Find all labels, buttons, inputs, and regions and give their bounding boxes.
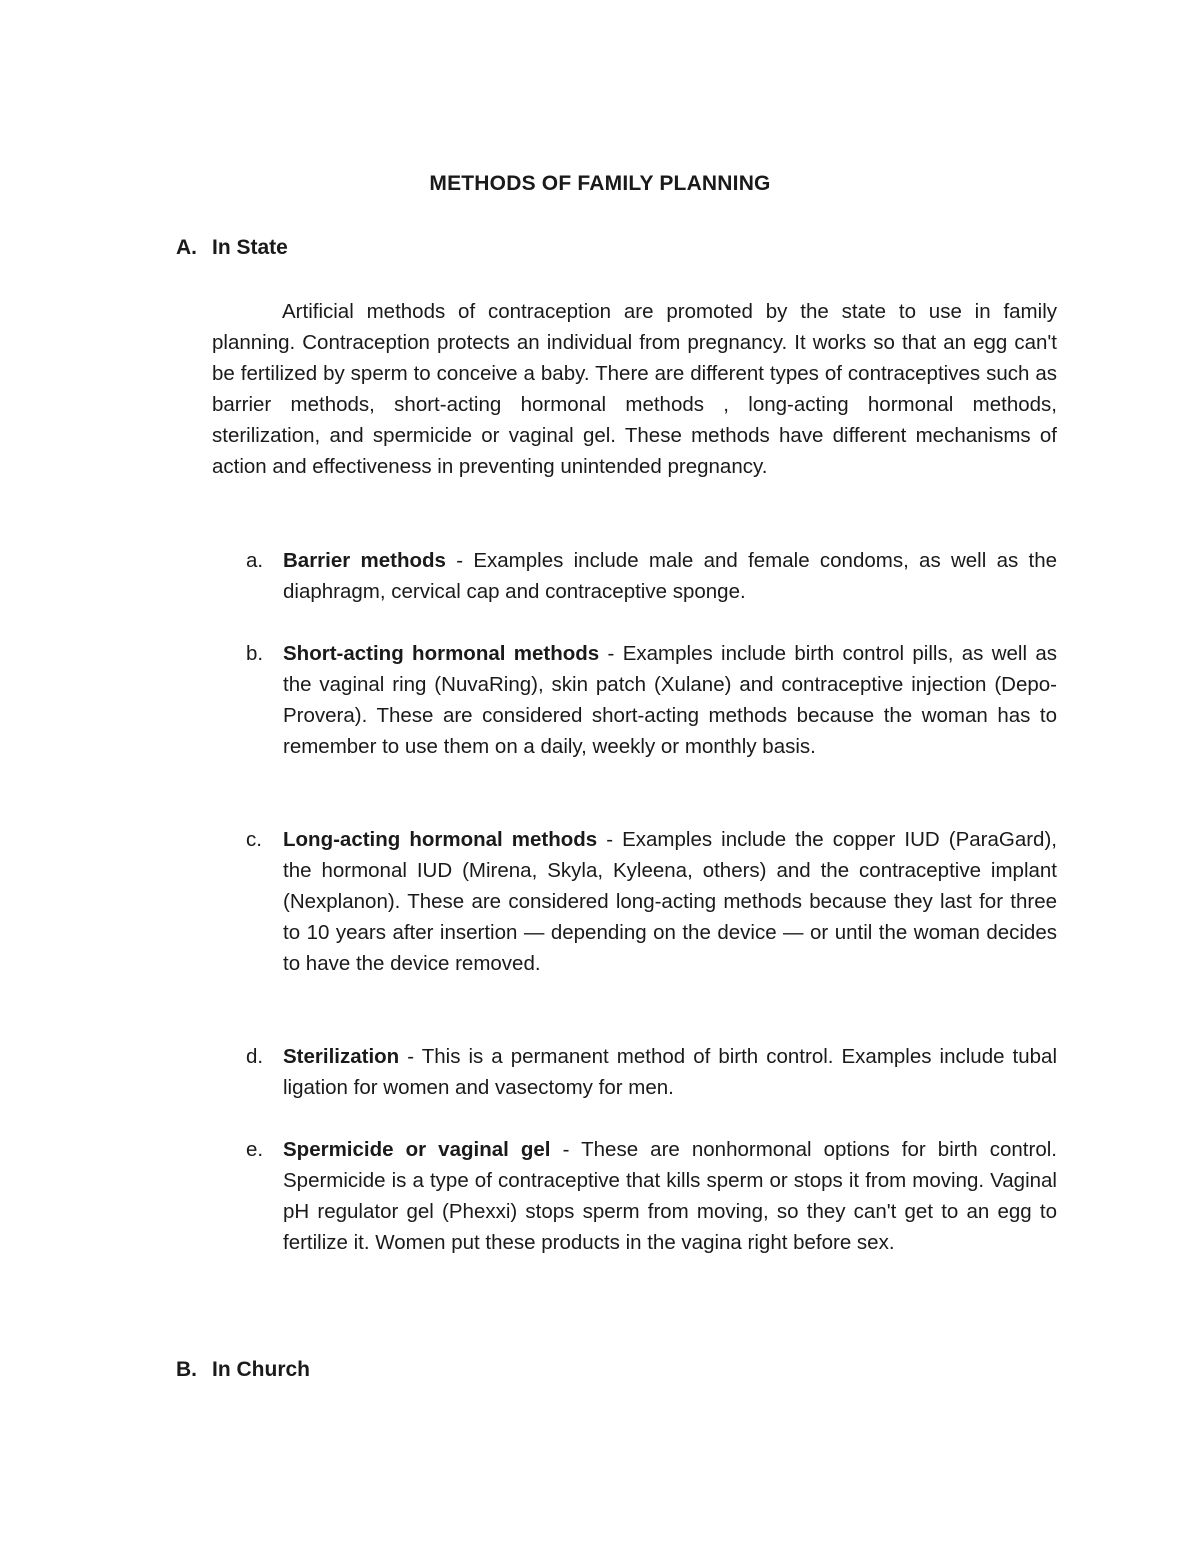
section-intro-paragraph: Artificial methods of contraception are promoted by the state to use in family planning. Contraception protects an individual from pregnancy. It works so that an egg can't be fertilized by sperm to conceive a baby. There are different types of contraceptives such as barrier methods, short-acting hormonal methods , long-acting hormonal methods, sterilization, and spermicide or vaginal gel. These methods have different mechanisms of action and effectiveness in preventing unintended pregnancy. <box>212 300 1057 478</box>
list-item-long-acting-hormonal <box>246 824 1057 979</box>
list-marker: a. <box>246 549 264 572</box>
list-item-content <box>283 1041 1057 1103</box>
list-item-text: - Examples include male and female condoms, as well as the diaphragm, cervical cap and contraceptive sponge. <box>283 549 1058 603</box>
list-item-spermicide <box>246 1134 1057 1258</box>
list-marker: e. <box>246 1138 264 1161</box>
list-item-content <box>283 1134 1057 1258</box>
list-item-text: - Examples include birth control pills, as well as the vaginal ring (NuvaRing), skin patch (Xulane) and contraceptive injection (Depo-Provera). These are considered short-acting methods because the woman has to remember to use them on a daily, weekly or monthly basis. <box>283 642 1057 758</box>
list-marker: b. <box>246 642 264 665</box>
list-item-term: Short-acting hormonal methods <box>283 642 600 665</box>
section-heading-in-state <box>176 236 288 260</box>
list-marker: c. <box>246 828 262 851</box>
list-item-content <box>283 545 1057 607</box>
section-title: In State <box>212 236 288 259</box>
list-item-text: - Examples include the copper IUD (ParaGard), the hormonal IUD (Mirena, Skyla, Kyleena, others) and the contraceptive implant (Nexplanon). These are considered long-acting methods because they last for three to 10 years after insertion — depending on the device — or until the woman decides to have the device removed. <box>283 828 1057 975</box>
section-title: In Church <box>212 1358 310 1381</box>
list-item-content <box>283 638 1057 762</box>
list-item-short-acting-hormonal <box>246 638 1057 762</box>
list-item-content <box>283 824 1057 979</box>
page-title: METHODS OF FAMILY PLANNING <box>429 172 771 195</box>
list-item-barrier-methods <box>246 545 1057 607</box>
list-item-term: Spermicide or vaginal gel <box>283 1138 551 1161</box>
section-letter: B. <box>176 1358 197 1381</box>
section-letter: A. <box>176 236 197 259</box>
list-item-sterilization <box>246 1041 1057 1103</box>
list-item-term: Sterilization <box>283 1045 400 1068</box>
list-marker: d. <box>246 1045 264 1068</box>
section-heading-in-church <box>176 1358 310 1382</box>
list-item-text: - This is a permanent method of birth control. Examples include tubal ligation for women and vasectomy for men. <box>283 1045 1057 1099</box>
list-item-term: Long-acting hormonal methods <box>283 828 598 851</box>
list-item-text: - These are nonhormonal options for birth control. Spermicide is a type of contraceptive that kills sperm or stops it from moving. Vaginal pH regulator gel (Phexxi) stops sperm from moving, so they can't get to an egg to fertilize it. Women put these products in the vagina right before sex. <box>283 1138 1057 1254</box>
list-item-term: Barrier methods <box>283 549 446 572</box>
